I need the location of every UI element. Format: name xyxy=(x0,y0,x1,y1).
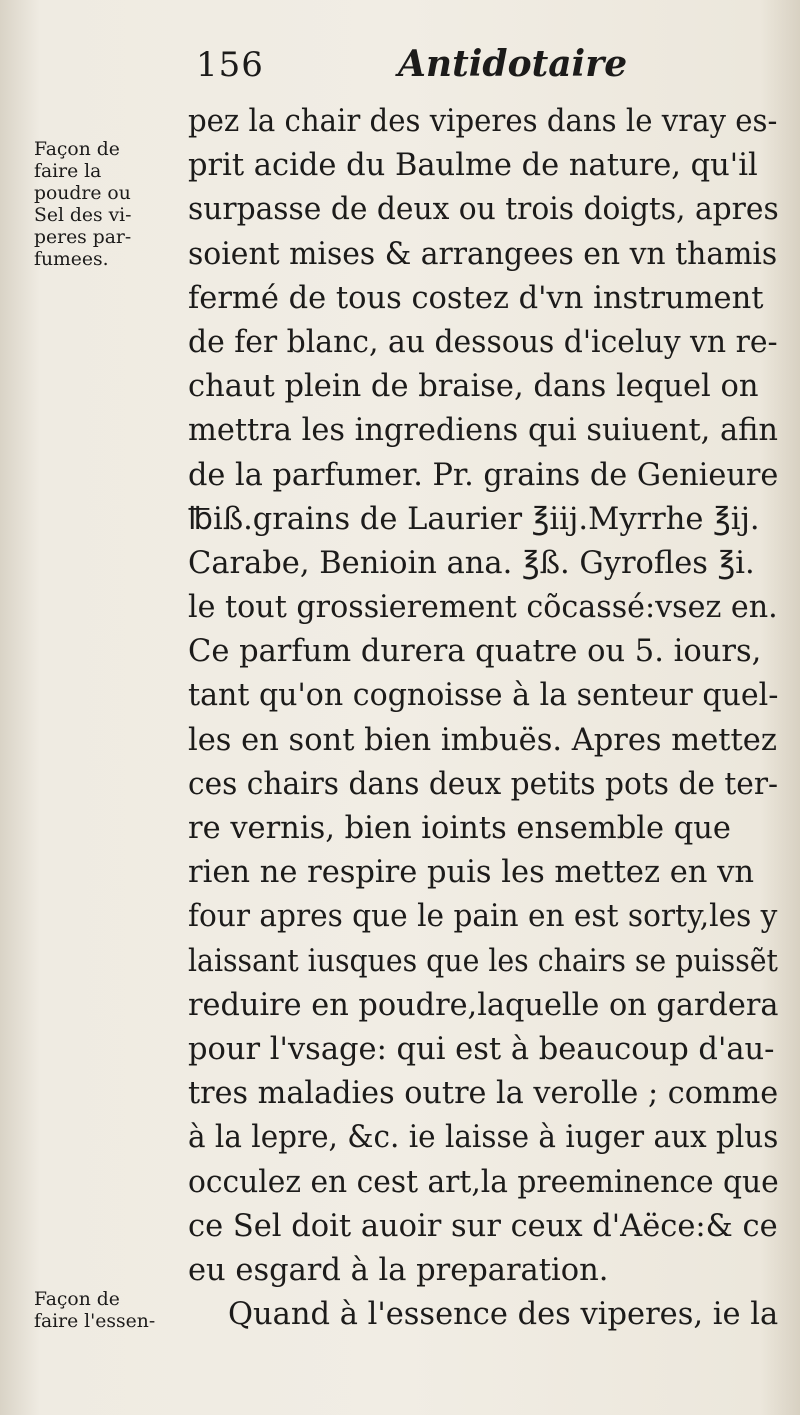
margin-note-poudre xyxy=(34,138,184,270)
margin-notes xyxy=(34,0,184,1415)
text-line: soient mises & arrangees en vn thamis xyxy=(188,236,778,272)
text-line: chaut plein de braise, dans lequel on xyxy=(188,369,759,405)
text-line: Quand à l'essence des viperes, ie la xyxy=(228,1297,779,1333)
text-line: reduire en poudre,laquelle on gardera xyxy=(188,987,779,1023)
text-line: le tout grossierement cõcassé:vsez en. xyxy=(188,590,778,626)
text-line: occulez en cest art,la preeminence que xyxy=(188,1164,779,1200)
margin-note-line: Façon de xyxy=(34,138,120,160)
margin-note-line: peres par- xyxy=(34,226,132,248)
text-line: tant qu'on cognoisse à la senteur quel- xyxy=(188,678,779,714)
text-line: pour l'vsage: qui est à beaucoup d'au- xyxy=(188,1031,775,1067)
margin-note-line: poudre ou xyxy=(34,182,131,204)
running-title: Antidotaire xyxy=(398,43,628,85)
margin-note-line: faire l'essen- xyxy=(34,1310,156,1332)
margin-note-line: fumees. xyxy=(34,248,109,270)
page-number: 156 xyxy=(196,45,264,85)
text-line: eu esgard à la preparation. xyxy=(188,1252,609,1288)
text-line: ce Sel doit auoir sur ceux d'Aëce:& ce xyxy=(188,1208,778,1244)
text-line: prit acide du Baulme de nature, qu'il xyxy=(188,148,758,184)
text-line: ces chairs dans deux petits pots de ter- xyxy=(188,766,779,802)
margin-note-line: Sel des vi- xyxy=(34,204,132,226)
text-line: laissant iusques que les chairs se puissẽt xyxy=(188,943,778,979)
text-line: tres maladies outre la verolle ; comme xyxy=(188,1076,779,1112)
margin-note-line: faire la xyxy=(34,160,102,182)
text-line: Ce parfum durera quatre ou 5. iours, xyxy=(188,634,762,670)
text-line: de fer blanc, au dessous d'iceluy vn re- xyxy=(188,324,778,360)
text-line: de la parfumer. Pr. grains de Genieure xyxy=(188,457,779,493)
text-line: à la lepre, &c. ie laisse à iuger aux plus xyxy=(188,1120,779,1156)
body-text xyxy=(188,100,778,1337)
text-line: rien ne respire puis les mettez en vn xyxy=(188,855,754,891)
text-line: Carabe, Benioin ana. ℥ß. Gyrofles ℥i. xyxy=(188,545,755,581)
text-line: mettra les ingrediens qui suiuent, afin xyxy=(188,413,779,449)
text-line: surpasse de deux ou trois doigts, apres xyxy=(188,192,779,228)
text-line: pez la chair des viperes dans le vray es- xyxy=(188,104,778,139)
margin-note-line: Façon de xyxy=(34,1288,120,1310)
text-line: ℔iß.grains de Laurier ℥iij.Myrrhe ℥ij. xyxy=(188,501,760,537)
text-line: les en sont bien imbuës. Apres mettez xyxy=(188,722,777,758)
text-line: re vernis, bien ioints ensemble que xyxy=(188,811,731,846)
margin-note-essence xyxy=(34,1288,184,1332)
text-line: four apres que le pain en est sorty,les y xyxy=(188,899,778,935)
text-line: fermé de tous costez d'vn instrument xyxy=(188,280,764,316)
